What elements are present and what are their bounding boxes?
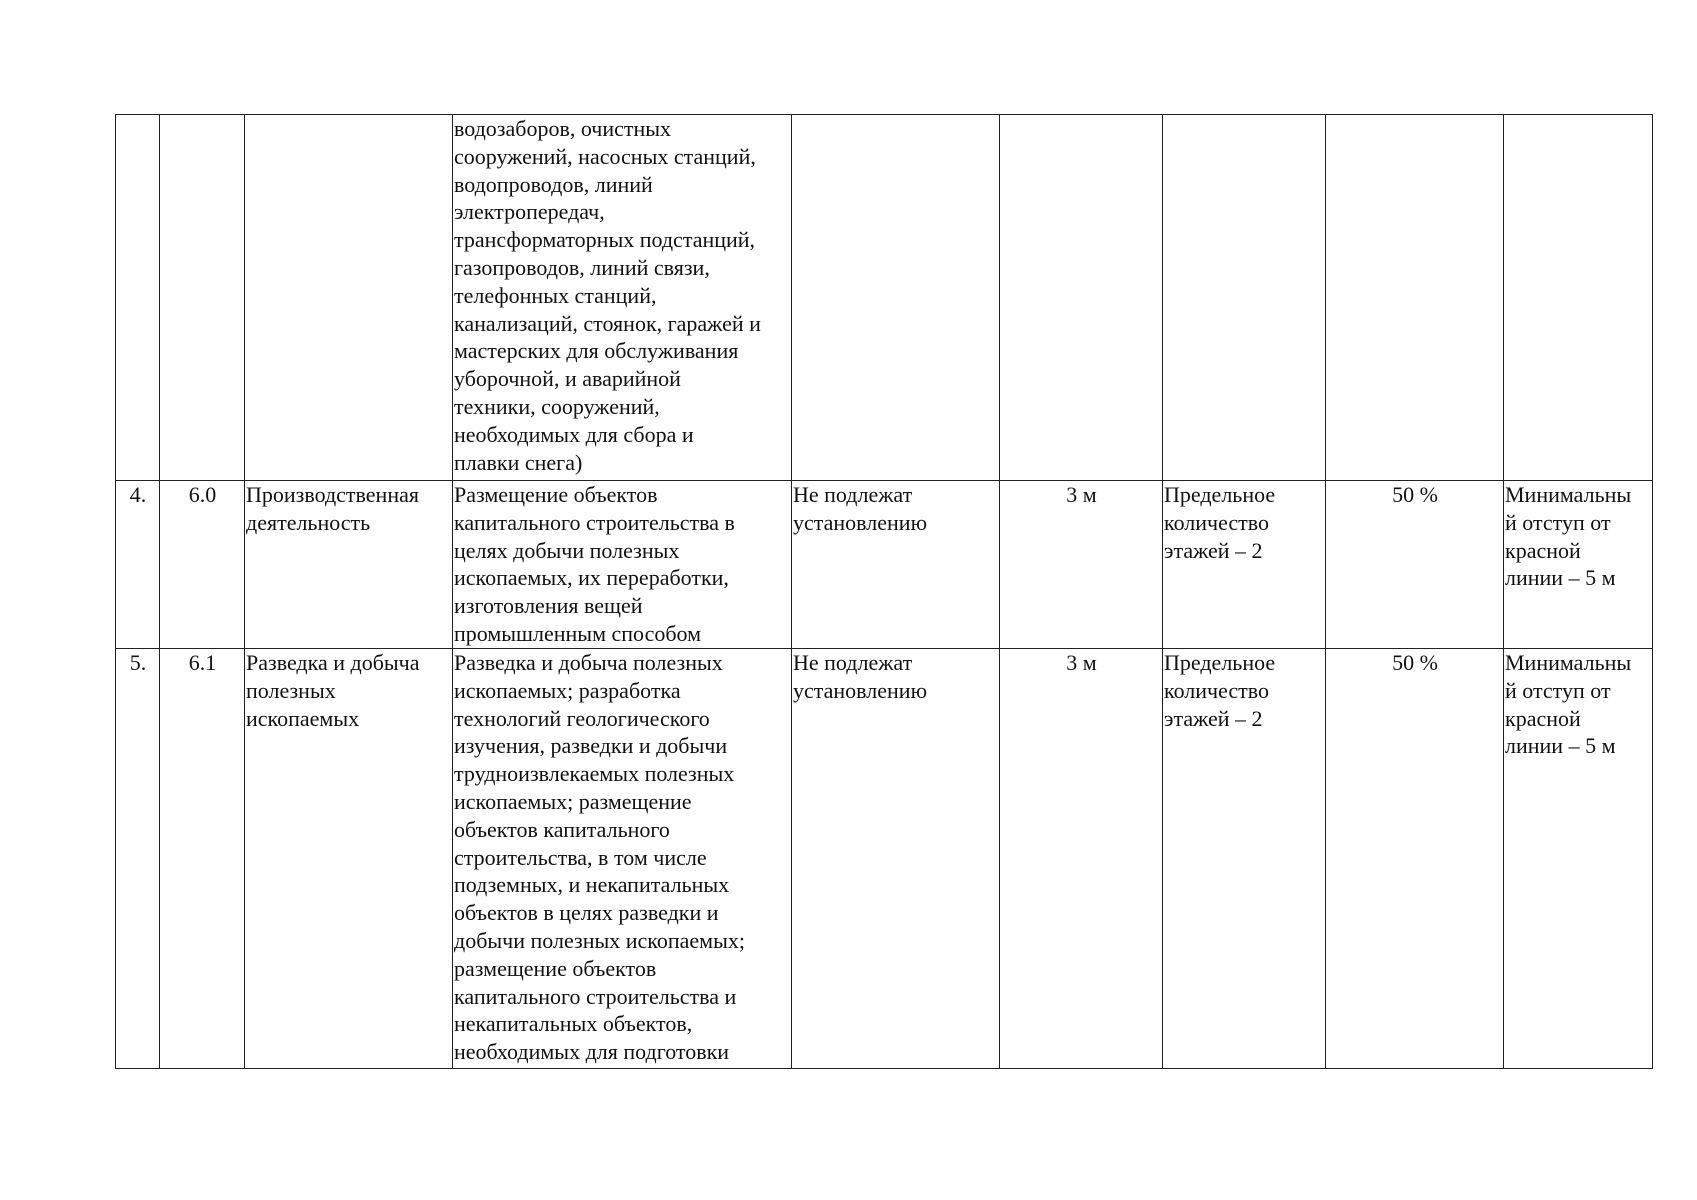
setback-size-cell [1000, 115, 1163, 481]
classifier-code-cell: 6.0 [160, 481, 245, 649]
use-name-cell: Производственная деятельность [245, 481, 453, 649]
plot-area-cell: Не подлежат установлению [792, 649, 1000, 1069]
floors-limit-cell [1163, 115, 1326, 481]
setback-size-cell: 3 м [1000, 649, 1163, 1069]
row-number-cell [116, 115, 160, 481]
row-number-cell: 4. [116, 481, 160, 649]
classifier-code-cell [160, 115, 245, 481]
classifier-code-cell: 6.1 [160, 649, 245, 1069]
table-row [116, 481, 1653, 649]
plot-area-cell: Не подлежат установлению [792, 481, 1000, 649]
min-setback-cell: Минимальны й отступ от красной линии – 5 м [1504, 649, 1653, 1069]
min-setback-cell [1504, 115, 1653, 481]
coverage-percent-cell: 50 % [1326, 481, 1504, 649]
use-description-cell: водозаборов, очистных сооружений, насосных станций, водопроводов, линий электропередач, трансформаторных подстанций, газопроводов, линий связи, телефонных станций, канализаций, стоянок, гаражей и мастерских для обслуживания уборочной, и аварийной техники, сооружений, необходимых для сбора и плавки снега) [453, 115, 792, 481]
floors-limit-cell: Предельное количество этажей – 2 [1163, 649, 1326, 1069]
table-row [116, 649, 1653, 1069]
coverage-percent-cell: 50 % [1326, 649, 1504, 1069]
floors-limit-cell: Предельное количество этажей – 2 [1163, 481, 1326, 649]
table-row [116, 115, 1653, 481]
setback-size-cell: 3 м [1000, 481, 1163, 649]
use-name-cell [245, 115, 453, 481]
use-name-cell: Разведка и добыча полезных ископаемых [245, 649, 453, 1069]
land-use-table [115, 114, 1653, 1069]
plot-area-cell [792, 115, 1000, 481]
min-setback-cell: Минимальны й отступ от красной линии – 5 м [1504, 481, 1653, 649]
use-description-cell: Разведка и добыча полезных ископаемых; разработка технологий геологического изучения, разведки и добычи трудноизвлекаемых полезных ископаемых; размещение объектов капитального строительства, в том числе подземных, и некапитальных объектов в целях разведки и добычи полезных ископаемых; размещение объектов капитального строительства и некапитальных объектов, необходимых для подготовки [453, 649, 792, 1069]
coverage-percent-cell [1326, 115, 1504, 481]
row-number-cell: 5. [116, 649, 160, 1069]
use-description-cell: Размещение объектов капитального строительства в целях добычи полезных ископаемых, их переработки, изготовления вещей промышленным способом [453, 481, 792, 649]
